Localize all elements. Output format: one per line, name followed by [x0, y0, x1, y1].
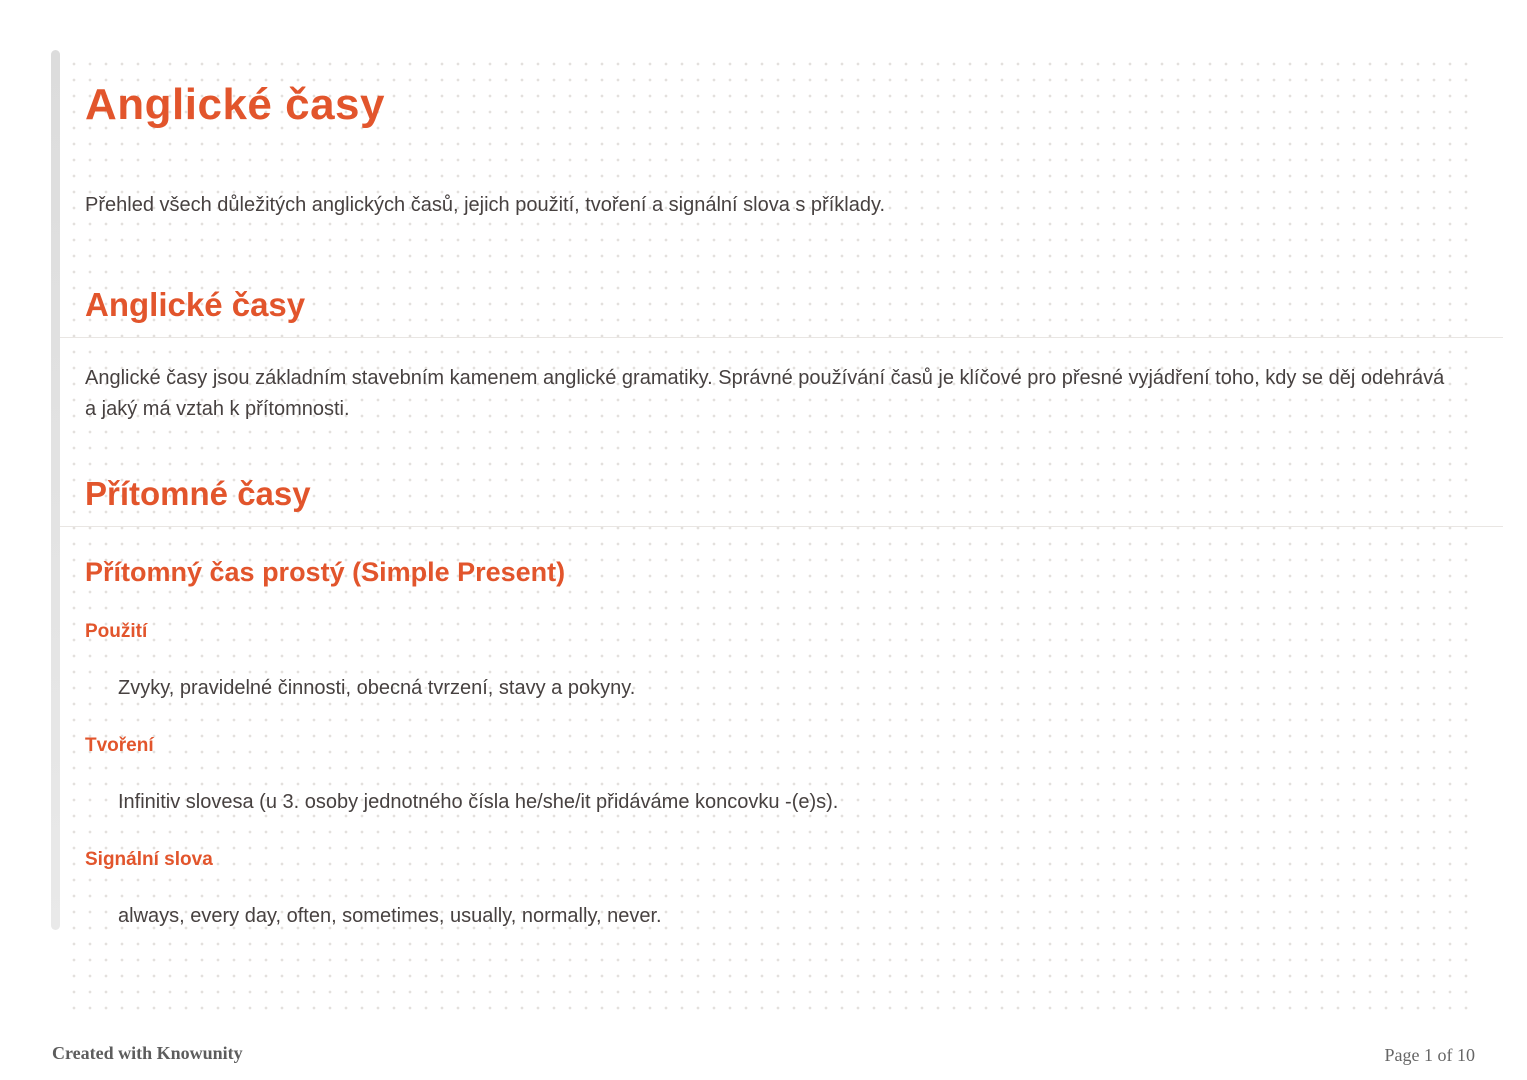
group-text-tvoreni: Infinitiv slovesa (u 3. osoby jednotného čísla he/she/it přidáváme koncovku -(e)s).	[118, 791, 839, 813]
group-label-tvoreni: Tvoření	[85, 735, 154, 756]
section-heading-anglicke-casy: Anglické časy	[60, 284, 1503, 338]
group-text-signalni-slova: always, every day, often, sometimes, usually, normally, never.	[118, 905, 662, 927]
group-label-pouziti: Použití	[85, 621, 148, 642]
subsection-heading-simple-present: Přítomný čas prostý (Simple Present)	[85, 557, 566, 587]
intro-text: Přehled všech důležitých anglických časů, jejich použití, tvoření a signální slova s příklady.	[85, 194, 886, 216]
left-scrollbar[interactable]	[51, 50, 60, 930]
group-label-signalni-slova: Signální slova	[85, 849, 213, 870]
page-title: Anglické časy	[85, 80, 385, 129]
footer-page-number: Page 1 of 10	[1384, 1045, 1475, 1065]
document-content	[85, 50, 1473, 932]
group-text-pouziti: Zvyky, pravidelné činnosti, obecná tvrzení, stavy a pokyny.	[118, 677, 636, 699]
section-heading-pritomne-casy: Přítomné časy	[60, 473, 1503, 527]
section-body-text: Anglické časy jsou základním stavebním kamenem anglické gramatiky. Správné používání časů je klíčové pro přesné vyjádření toho, kdy se děj odehrává a jaký má vztah k přítomnosti.	[85, 367, 1445, 420]
footer-credit: Created with Knowunity	[52, 1043, 243, 1063]
